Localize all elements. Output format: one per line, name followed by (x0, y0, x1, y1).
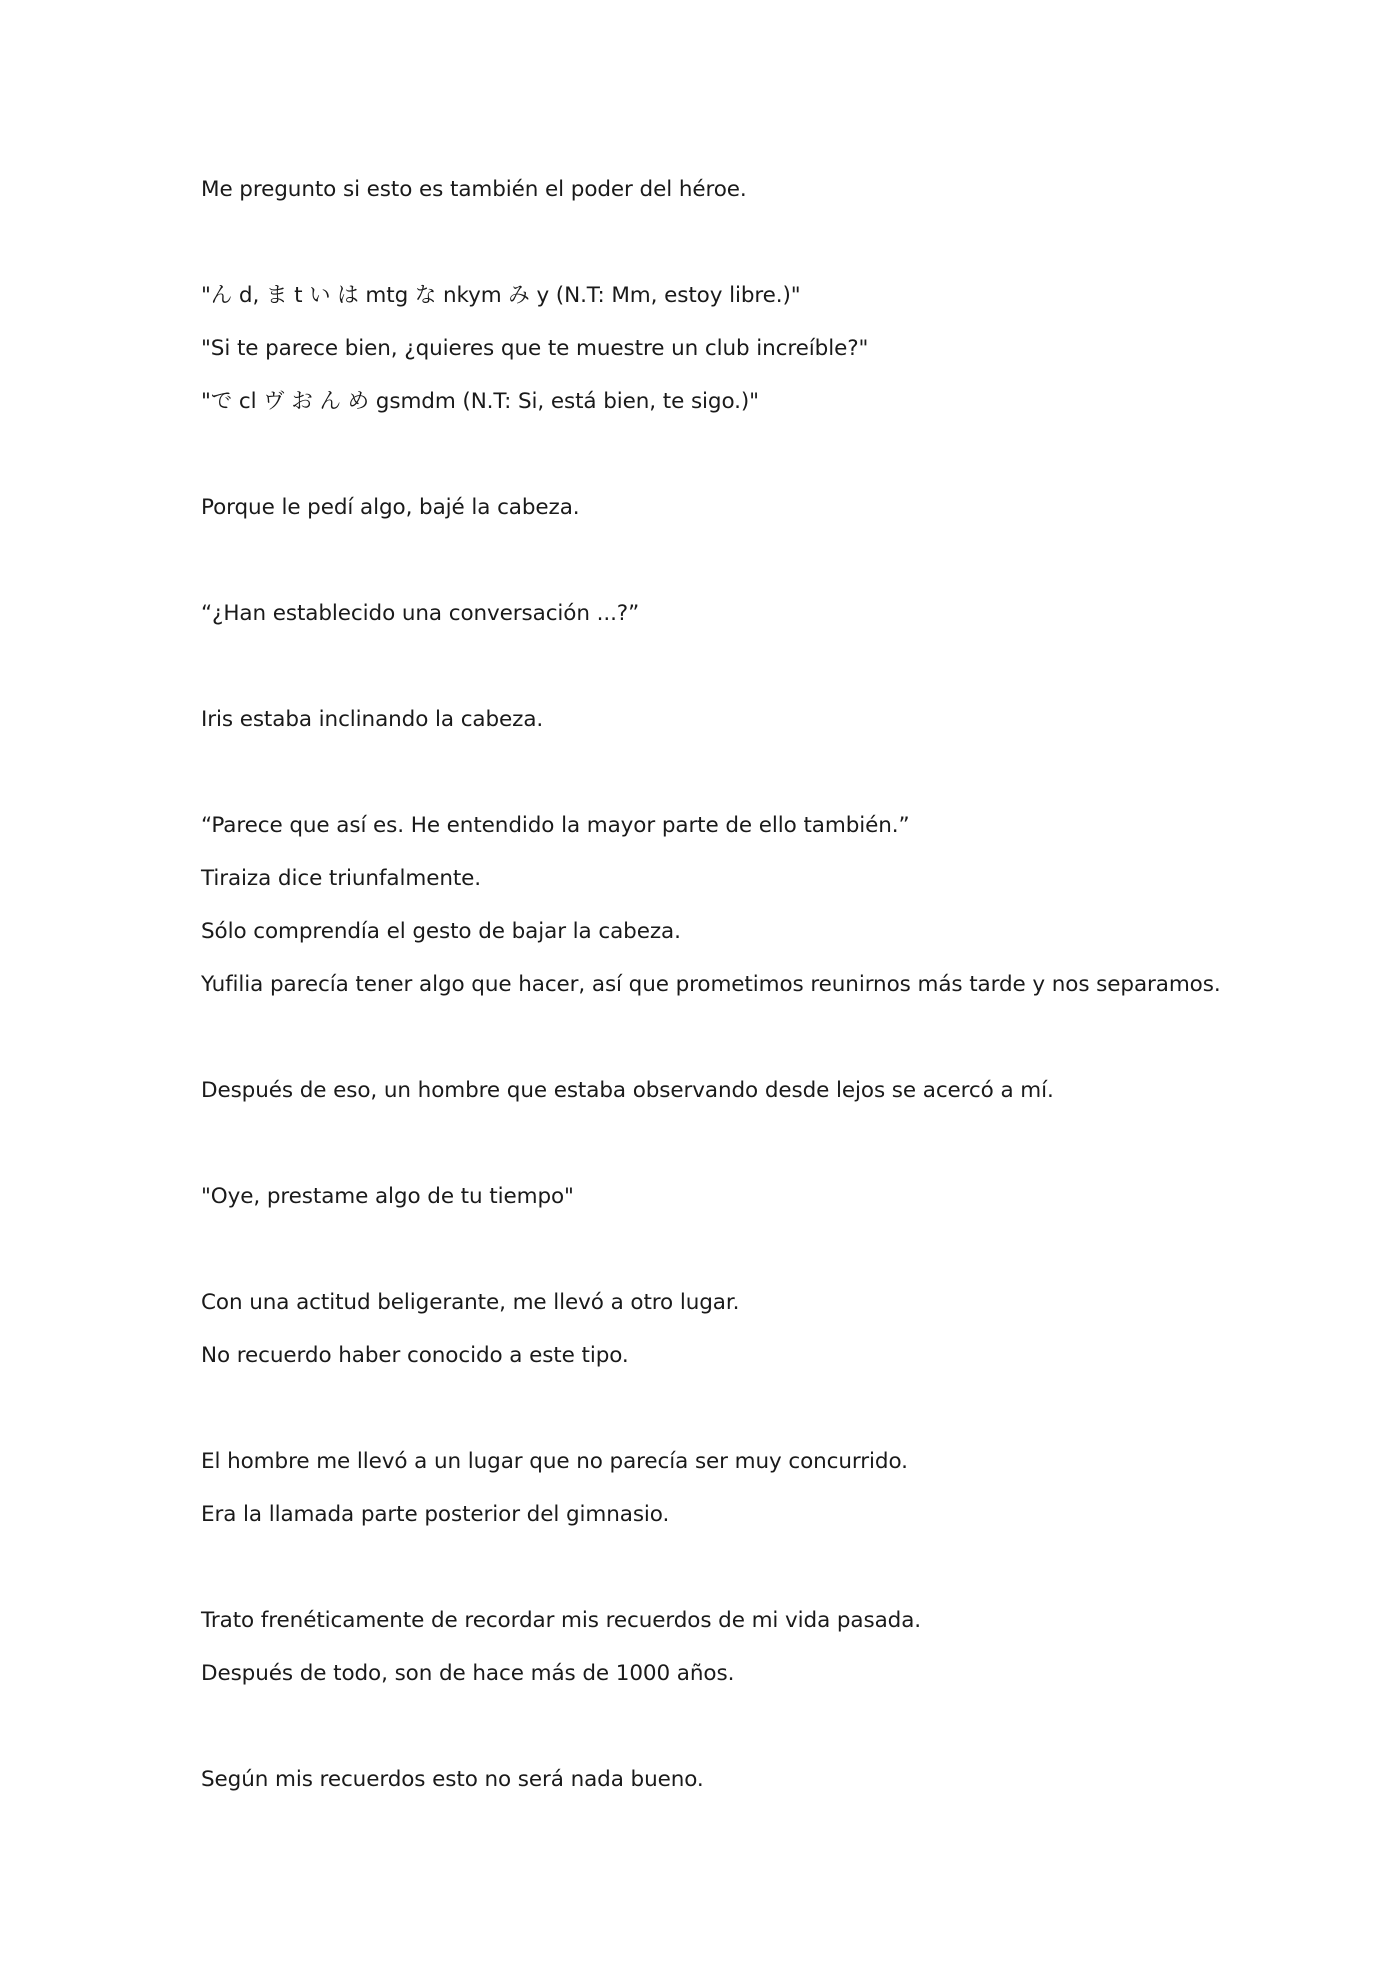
blank-line (201, 746, 1301, 799)
paragraph-line: Me pregunto si esto es también el poder del héroe. (201, 177, 747, 202)
blank-line (201, 1117, 1301, 1170)
blank-line (201, 534, 1301, 587)
paragraph-line: Trato frenéticamente de recordar mis recuerdos de mi vida pasada. (201, 1608, 922, 1633)
dialogue-line: "で cl ヴ お ん め gsmdm (N.T: Si, está bien, te sigo.)" (201, 389, 759, 414)
blank-line (201, 216, 1301, 269)
blank-line (201, 1223, 1301, 1276)
paragraph-line: No recuerdo haber conocido a este tipo. (201, 1343, 629, 1368)
dialogue-line: "ん d, ま t い は mtg な nkym み y (N.T: Mm, estoy libre.)" (201, 283, 801, 308)
paragraph-line: Iris estaba inclinando la cabeza. (201, 707, 544, 732)
blank-line (201, 1011, 1301, 1064)
paragraph-line: Después de todo, son de hace más de 1000 años. (201, 1661, 735, 1686)
paragraph-line: Con una actitud beligerante, me llevó a otro lugar. (201, 1290, 740, 1315)
blank-line (201, 1700, 1301, 1753)
dialogue-line: “¿Han establecido una conversación ...?” (201, 601, 640, 626)
blank-line (201, 428, 1301, 481)
paragraph-line: Porque le pedí algo, bajé la cabeza. (201, 495, 580, 520)
paragraph-line: Yufilia parecía tener algo que hacer, así que prometimos reunirnos más tarde y nos separamos. (201, 972, 1221, 997)
blank-line (201, 640, 1301, 693)
paragraph-line: Según mis recuerdos esto no será nada bueno. (201, 1767, 704, 1792)
paragraph-line: Después de eso, un hombre que estaba observando desde lejos se acercó a mí. (201, 1078, 1054, 1103)
blank-line (201, 1382, 1301, 1435)
dialogue-line: "Oye, prestame algo de tu tiempo" (201, 1184, 574, 1209)
paragraph-line: El hombre me llevó a un lugar que no parecía ser muy concurrido. (201, 1449, 908, 1474)
dialogue-line: "Si te parece bien, ¿quieres que te muestre un club increíble?" (201, 336, 869, 361)
document-body (201, 163, 1301, 1806)
paragraph-line: Sólo comprendía el gesto de bajar la cabeza. (201, 919, 681, 944)
paragraph-line: Tiraiza dice triunfalmente. (201, 866, 482, 891)
blank-line (201, 1541, 1301, 1594)
dialogue-line: “Parece que así es. He entendido la mayor parte de ello también.” (201, 813, 910, 838)
paragraph-line: Era la llamada parte posterior del gimnasio. (201, 1502, 670, 1527)
